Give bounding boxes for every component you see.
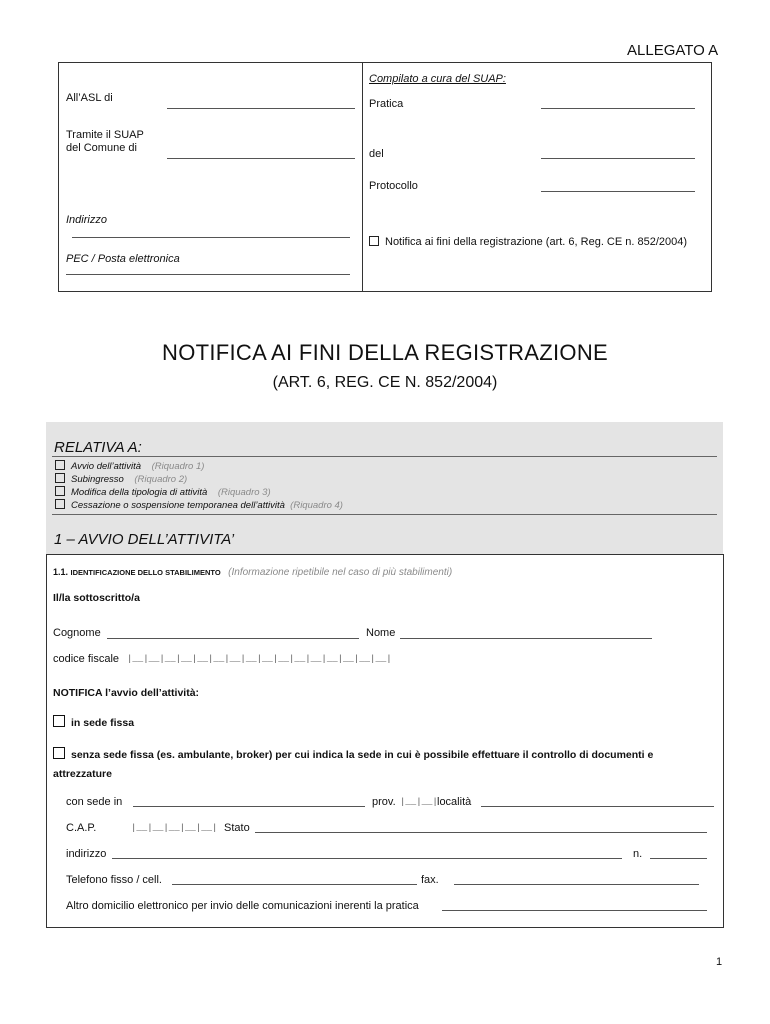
numero-field[interactable]: [650, 858, 707, 859]
indirizzo-label: Indirizzo: [66, 214, 107, 226]
section1-1-note: (Informazione ripetibile nel caso di più stabilimenti): [228, 567, 453, 578]
page-title: NOTIFICA AI FINI DELLA REGISTRAZIONE: [162, 340, 608, 365]
relativa-rule-top: [52, 456, 717, 457]
senza-sede-label-cont: attrezzature: [53, 768, 112, 780]
relativa-item-label: Avvio dell’attività: [71, 461, 142, 472]
suap-comune-field[interactable]: [167, 158, 355, 159]
fax-field[interactable]: [454, 884, 699, 885]
relativa-item-label: Subingresso: [71, 474, 124, 485]
suap-label-2: del Comune di: [66, 142, 137, 154]
prov-boxes[interactable]: |__|__|: [400, 797, 438, 807]
pratica-label: Pratica: [369, 98, 404, 110]
notifica-avvio-label: NOTIFICA l’avvio dell’attività:: [53, 687, 200, 699]
notifica-registrazione-label: Notifica ai fini della registrazione (art. 6, Reg. CE n. 852/2004): [385, 236, 688, 248]
prov-label: prov.: [372, 796, 396, 808]
cap-boxes[interactable]: |__|__|__|__|__|: [131, 823, 218, 833]
cap-label: C.A.P.: [66, 822, 97, 834]
relativa-item-note: (Riquadro 2): [134, 474, 188, 485]
section1-heading: 1 – AVVIO DELL’ATTIVITA’: [54, 531, 235, 548]
relativa-item-label: Cessazione o sospensione temporanea dell’attività: [71, 500, 285, 511]
stato-label: Stato: [224, 822, 250, 834]
relativa-item-note: (Riquadro 4): [290, 500, 343, 511]
con-sede-label: con sede in: [66, 796, 123, 808]
indirizzo-stab-field[interactable]: [112, 858, 622, 859]
relativa-item-modifica[interactable]: [55, 486, 271, 498]
localita-label: località: [437, 796, 472, 808]
section1-1-title: IDENTIFICAZIONE DELLO STABILIMENTO: [70, 568, 221, 577]
cognome-field[interactable]: [107, 638, 359, 639]
cognome-label: Cognome: [53, 627, 101, 639]
del-field[interactable]: [541, 158, 695, 159]
stato-field[interactable]: [255, 832, 707, 833]
protocollo-label: Protocollo: [369, 180, 418, 192]
section1-1-heading: [53, 567, 452, 578]
asl-field[interactable]: [167, 108, 355, 109]
sottoscritto-label: Il/la sottoscritto/a: [53, 592, 140, 604]
pratica-field[interactable]: [541, 108, 695, 109]
checkbox-icon[interactable]: [53, 715, 65, 727]
allegato-label: ALLEGATO A: [627, 42, 719, 59]
pec-label: PEC / Posta elettronica: [66, 253, 180, 265]
relativa-item-label: Modifica della tipologia di attività: [71, 487, 208, 498]
con-sede-field[interactable]: [133, 806, 365, 807]
indirizzo-stab-label: indirizzo: [66, 848, 107, 860]
relativa-item-note: (Riquadro 1): [151, 461, 205, 472]
pec-field[interactable]: [66, 274, 350, 275]
indirizzo-field[interactable]: [72, 237, 350, 238]
telefono-field[interactable]: [172, 884, 417, 885]
protocollo-field[interactable]: [541, 191, 695, 192]
checkbox-icon[interactable]: [55, 460, 65, 470]
telefono-label: Telefono fisso / cell.: [66, 874, 162, 886]
domicilio-field[interactable]: [442, 910, 707, 911]
sede-fissa-label: in sede fissa: [71, 717, 135, 729]
nome-label: Nome: [366, 627, 396, 639]
section1-box: [46, 554, 724, 928]
sede-fissa-option[interactable]: [53, 715, 134, 729]
relativa-item-note: (Riquadro 3): [217, 487, 271, 498]
checkbox-icon[interactable]: [55, 473, 65, 483]
header-divider: [362, 63, 363, 291]
relativa-heading: RELATIVA A:: [54, 439, 142, 456]
page-subtitle: (ART. 6, REG. CE N. 852/2004): [272, 374, 498, 391]
section1-1-number: 1.1.: [53, 567, 71, 577]
codice-fiscale-boxes[interactable]: |__|__|__|__|__|__|__|__|__|__|__|__|__|__|__|__|: [127, 654, 392, 664]
numero-label: n.: [633, 848, 643, 860]
fax-label: fax.: [421, 874, 439, 886]
senza-sede-option[interactable]: [53, 747, 653, 761]
relativa-item-cessazione[interactable]: [55, 499, 343, 511]
nome-field[interactable]: [400, 638, 652, 639]
codice-fiscale-label: codice fiscale: [53, 653, 120, 665]
suap-label-1: Tramite il SUAP: [66, 129, 144, 141]
relativa-item-avvio[interactable]: [55, 460, 204, 472]
checkbox-icon[interactable]: [369, 236, 379, 246]
notifica-registrazione-option[interactable]: [369, 236, 687, 248]
domicilio-label: Altro domicilio elettronico per invio delle comunicazioni inerenti la pratica: [66, 900, 419, 912]
senza-sede-label: senza sede fissa (es. ambulante, broker) per cui indica la sede in cui è possibile effettuare il controllo di documenti e: [71, 749, 654, 761]
checkbox-icon[interactable]: [53, 747, 65, 759]
checkbox-icon[interactable]: [55, 499, 65, 509]
page-number: 1: [716, 956, 723, 968]
checkbox-icon[interactable]: [55, 486, 65, 496]
compilato-suap: Compilato a cura del SUAP:: [369, 73, 506, 85]
relativa-item-subingresso[interactable]: [55, 473, 187, 485]
asl-label: All’ASL di: [66, 92, 113, 104]
localita-field[interactable]: [481, 806, 714, 807]
del-label: del: [369, 148, 384, 160]
relativa-rule-bottom: [52, 514, 717, 515]
